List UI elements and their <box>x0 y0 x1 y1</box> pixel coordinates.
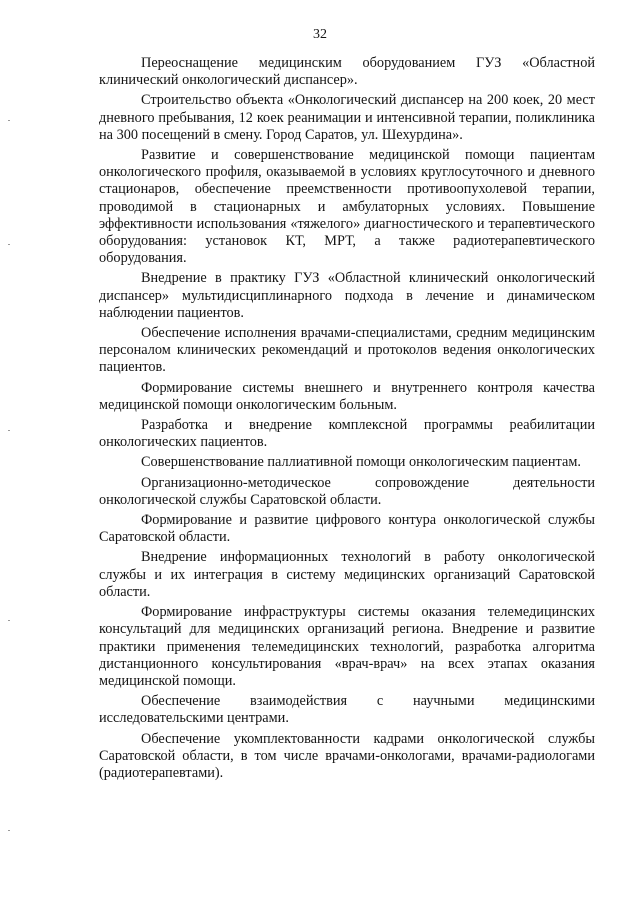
scan-margin-mark <box>8 620 10 621</box>
scan-margin-mark <box>8 830 10 831</box>
paragraph-staffing: Обеспечение укомплектованности кадрами онкологической службы Саратовской области, в том числе врачами-онкологами, врачами-радиологами (радиотерапевтами). <box>99 730 595 781</box>
scan-margin-mark <box>8 244 10 245</box>
scan-margin-mark <box>8 120 10 121</box>
paragraph-equipment-upgrade: Переоснащение медицинским оборудованием ГУЗ «Областной клинический онкологический диспансер». <box>99 55 595 89</box>
page-number: 32 <box>313 27 327 42</box>
paragraph-clinical-guidelines: Обеспечение исполнения врачами-специалистами, средним медицинским персоналом клинических рекомендаций и протоколов ведения онкологических пациентов. <box>99 325 595 376</box>
paragraph-multidisciplinary-approach: Внедрение в практику ГУЗ «Областной клинический онкологический диспансер» мультидисциплинарного подхода в лечение и динамическом наблюдении пациентов. <box>99 270 595 321</box>
paragraph-telemedicine: Формирование инфраструктуры системы оказания телемедицинских консультаций для медицинских организаций региона. Внедрение и развитие практики применения телемедицинских технологий, разработка алгоритма дистанционного консультирования «врач-врач» на всех этапах оказания медицинской помощи. <box>99 604 595 689</box>
paragraph-digital-contour: Формирование и развитие цифрового контура онкологической службы Саратовской области. <box>99 512 595 546</box>
paragraph-palliative-care: Совершенствование паллиативной помощи онкологическим пациентам. <box>141 454 581 471</box>
paragraph-methodological-support: Организационно-методическое сопровождение деятельности онкологической службы Саратовской области. <box>99 474 595 508</box>
paragraph-quality-control: Формирование системы внешнего и внутреннего контроля качества медицинской помощи онкологическим больным. <box>99 379 595 413</box>
paragraph-rehabilitation-program: Разработка и внедрение комплексной программы реабилитации онкологических пациентов. <box>99 417 595 451</box>
paragraph-dispensary-construction: Строительство объекта «Онкологический диспансер на 200 коек, 20 мест дневного пребывания, 12 коек реанимации и интенсивной терапии, поликлиника на 300 посещений в смену. Город Саратов, ул. Шехурдина». <box>99 92 595 143</box>
scan-margin-mark <box>8 430 10 431</box>
paragraph-research-centers: Обеспечение взаимодействия с научными медицинскими исследовательскими центрами. <box>99 693 595 727</box>
document-body <box>99 55 595 782</box>
paragraph-care-development: Развитие и совершенствование медицинской помощи пациентам онкологического профиля, оказываемой в условиях круглосуточного и дневного стационаров, обеспечение преемственности противоопухолевой терапии, проводимой в стационарных и амбулаторных условиях. Повышение эффективности использования «тяжелого» диагностического и терапевтического оборудования: установок КТ, МРТ, а также радиотерапевтического оборудования. <box>99 147 595 267</box>
paragraph-information-technology: Внедрение информационных технологий в работу онкологической службы и их интеграция в систему медицинских организаций Саратовской области. <box>99 549 595 600</box>
